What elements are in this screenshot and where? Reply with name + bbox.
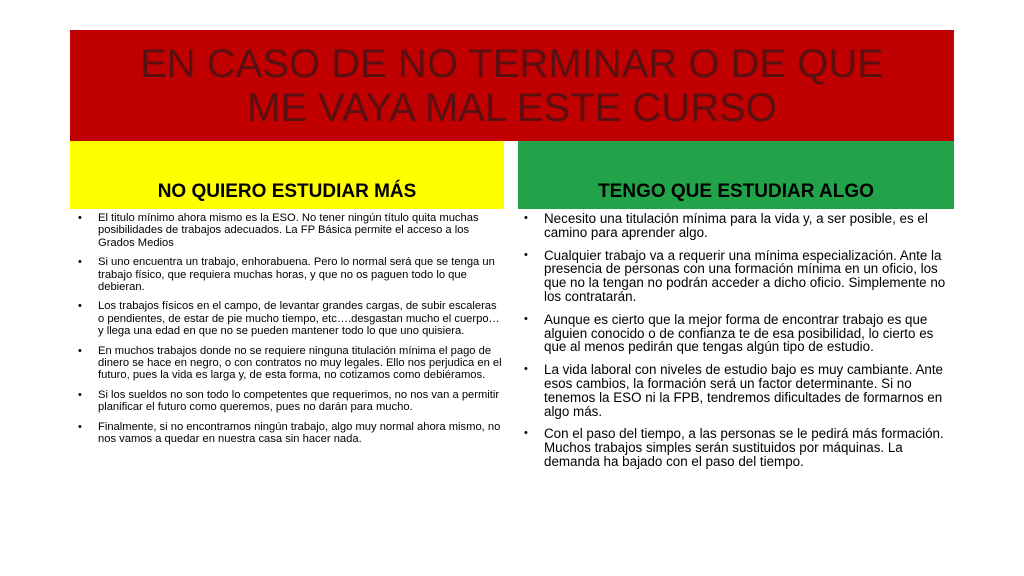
left-column-heading: NO QUIERO ESTUDIAR MÁS: [70, 141, 504, 209]
list-item: [76, 256, 502, 293]
list-item: [522, 313, 950, 354]
bullet-icon: •: [78, 300, 82, 313]
list-item: [76, 300, 502, 337]
list-item-text: El titulo mínimo ahora mismo es la ESO. No tener ningún título quita muchas posibilidades de trabajos adecuados. La FP Básica permite el acceso a los Grados Medios: [98, 212, 479, 249]
bullet-icon: •: [524, 427, 528, 440]
list-item: [76, 345, 502, 382]
bullet-icon: •: [78, 212, 82, 224]
title-banner: [70, 30, 954, 141]
list-item: [522, 363, 950, 418]
bullet-icon: •: [78, 344, 82, 357]
list-item-text: Si uno encuentra un trabajo, enhorabuena. Pero lo normal será que se tenga un trabajo físico, que requiera muchas horas, y que no os paguen todo lo que debieran.: [98, 256, 495, 294]
bullet-icon: •: [524, 312, 528, 325]
bullet-icon: •: [78, 420, 82, 433]
list-item-text: Si los sueldos no son todo lo competentes que requerimos, no nos van a permitir planificar el futuro como queremos, pues no darán para mucho.: [98, 388, 500, 414]
slide-title: EN CASO DE NO TERMINAR O DE QUE ME VAYA MAL ESTE CURSO: [140, 41, 884, 130]
list-item-text: En muchos trabajos donde no se requiere ninguna titulación mínima el pago de dinero se hace en negro, o con contratos no muy legales. Ello nos perjudica en el futuro, pues la vida es larga y, de esta forma, no cotizamos como debiéramos.: [98, 344, 502, 382]
list-item: [76, 389, 502, 414]
list-item: [76, 212, 502, 249]
list-item-text: Necesito una titulación mínima para la vida y, a ser posible, es el camino para aprender algo.: [544, 211, 928, 240]
bullet-icon: •: [524, 248, 528, 261]
list-item-text: La vida laboral con niveles de estudio bajo es muy cambiante. Ante esos cambios, la formación será un factor determinante. Si no tenemos la ESO ni la FPB, tendremos dificultades de formarnos en algo más.: [544, 362, 943, 419]
list-item-text: Cualquier trabajo va a requerir una mínima especialización. Ante la presencia de personas con una formación mínima en un oficio, los que no la tengan no podrán acceder a dicho oficio. Simplemente no los contratarán.: [544, 247, 946, 304]
list-item: [522, 212, 950, 240]
list-item: [522, 249, 950, 304]
right-column-heading: TENGO QUE ESTUDIAR ALGO: [518, 141, 954, 209]
list-item-text: Los trabajos físicos en el campo, de levantar grandes cargas, de subir escaleras o pendientes, de estar de pie mucho tiempo, etc….desgastan mucho el cuerpo…y llega una edad en que no se pueden mantener todo lo que uno quisiera.: [98, 300, 500, 338]
list-item: [76, 421, 502, 446]
list-item-text: Aunque es cierto que la mejor forma de encontrar trabajo es que alguien conocido o de confianza te de esa posibilidad, lo cierto es que al menos pedirán que tengas algún tipo de estudio.: [544, 311, 934, 355]
left-bullet-list: [76, 212, 502, 453]
right-bullet-list: [522, 212, 950, 478]
bullet-icon: •: [524, 212, 528, 224]
bullet-icon: •: [524, 363, 528, 376]
bullet-icon: •: [78, 388, 82, 401]
list-item-text: Con el paso del tiempo, a las personas se le pedirá más formación. Muchos trabajos simples serán sustituidos por máquinas. La demanda ha bajado con el paso del tiempo.: [544, 426, 944, 469]
list-item: [522, 427, 950, 468]
bullet-icon: •: [78, 256, 82, 269]
list-item-text: Finalmente, si no encontramos ningún trabajo, algo muy normal ahora mismo, no nos vamos a quedar en nuestra casa sin hacer nada.: [98, 420, 501, 446]
